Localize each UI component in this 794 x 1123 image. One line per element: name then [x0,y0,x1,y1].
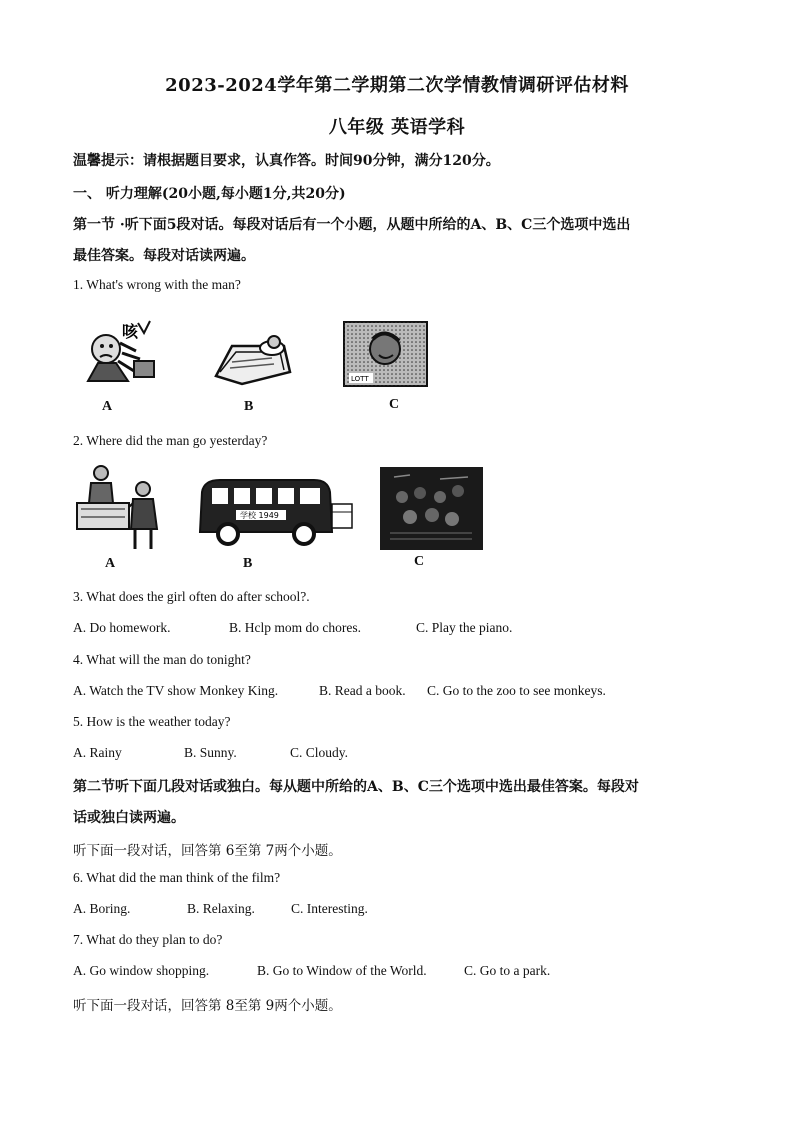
part2-instructions-line2: 话或独白读两遍。 [73,810,185,826]
q7-option-c[interactable]: C. Go to a park. [464,963,551,978]
notice: 温馨提示：请根据题目要求，认真作答。时间90分钟，满分120分。 [73,153,500,169]
question-3: 3. What does the girl often do after school?. [73,589,310,604]
q6-option-b[interactable]: B. Relaxing. [187,901,255,916]
q1-label-c: C [389,397,400,412]
q7-option-b[interactable]: B. Go to Window of the World. [257,963,427,978]
intro-questions-6-7: 听下面一段对话，回答第 6至第 7两个小题。 [73,843,342,859]
q5-option-b[interactable]: B. Sunny. [184,745,237,760]
q4-option-b[interactable]: B. Read a book. [319,683,406,698]
question-7: 7. What do they plan to do? [73,932,223,947]
q1-label-a: A [102,399,113,414]
question-1: 1. What's wrong with the man? [73,277,241,292]
q1-picture-a-coughing-man [78,313,160,388]
part1-instructions-line2: 最佳答案。每段对话读两遍。 [73,248,255,264]
q2-label-c: C [414,554,425,569]
q7-option-a[interactable]: A. Go window shopping. [73,963,210,978]
q1-picture-b-man-in-bed [212,332,294,386]
q2-picture-c-cinema [380,467,483,550]
svg-text:LOTT: LOTT [351,375,369,383]
page-title: 2023-2024学年第二学期第二次学情教情调研评估材料 [165,75,629,96]
q2-picture-a-people-at-counter [73,463,165,551]
page-subtitle: 八年级 英语学科 [328,117,466,138]
q4-option-a[interactable]: A. Watch the TV show Monkey King. [73,683,279,698]
q3-option-a[interactable]: A. Do homework. [73,620,171,635]
question-4: 4. What will the man do tonight? [73,652,251,667]
svg-text:学校 1949: 学校 1949 [240,511,279,520]
q2-label-b: B [243,556,253,571]
q1-picture-c-man-with-toothache [343,321,428,387]
q2-picture-b-bus [196,476,354,548]
q6-option-c[interactable]: C. Interesting. [291,901,368,916]
q3-option-c[interactable]: C. Play the piano. [416,620,513,635]
q1-label-b: B [244,399,254,414]
q5-option-c[interactable]: C. Cloudy. [290,745,349,760]
question-2: 2. Where did the man go yesterday? [73,433,268,448]
section-heading: 一、 听力理解(20小题,每小题1分,共20分) [73,186,346,202]
q4-option-c[interactable]: C. Go to the zoo to see monkeys. [427,683,606,698]
q5-option-a[interactable]: A. Rainy [73,745,122,760]
intro-questions-8-9: 听下面一段对话，回答第 8至第 9两个小题。 [73,998,342,1014]
part1-instructions-line1: 第一节 ·听下面5段对话。每段对话后有一个小题，从题中所给的A、B、C三个选项中选出 [73,217,631,233]
q2-label-a: A [105,556,116,571]
question-5: 5. How is the weather today? [73,714,231,729]
q6-option-a[interactable]: A. Boring. [73,901,131,916]
svg-text:咳: 咳 [122,322,139,341]
q3-option-b[interactable]: B. Hclp mom do chores. [229,620,361,635]
question-6: 6. What did the man think of the film? [73,870,281,885]
part2-instructions-line1: 第二节听下面几段对话或独白。每从题中所给的A、B、C三个选项中选出最佳答案。每段对 [73,779,639,795]
